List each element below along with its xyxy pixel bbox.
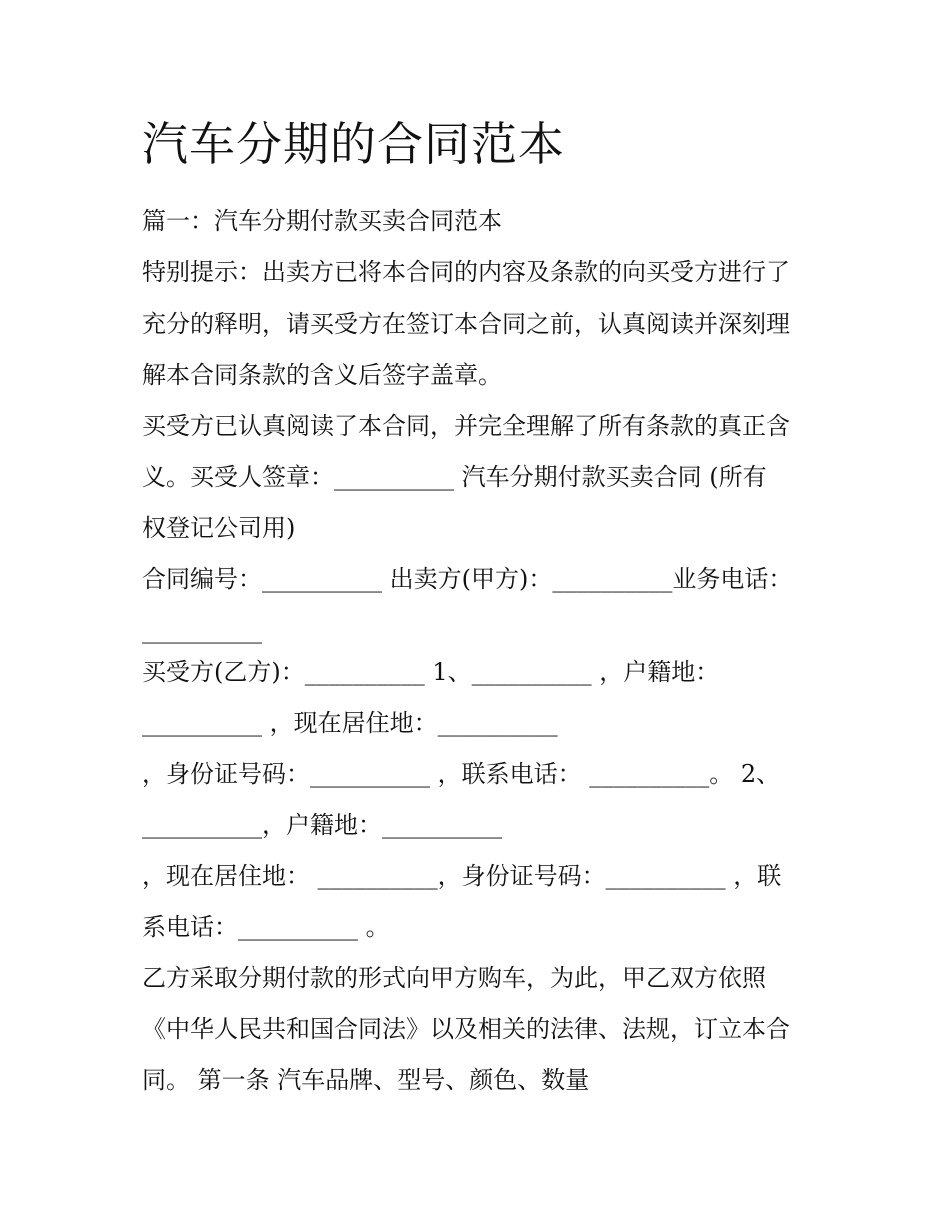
paragraph-line: 解本合同条款的含义后签字盖章。 (142, 361, 502, 389)
paragraph-line: __________，户籍地：__________ (142, 811, 502, 839)
paragraph-line: 权登记公司用) (142, 514, 296, 542)
paragraph-line: 系电话：__________ 。 (142, 913, 390, 941)
paragraph-line: __________ ，现在居住地：__________ (142, 709, 558, 737)
section-heading: 篇一：汽车分期付款买卖合同范本 (142, 207, 502, 235)
paragraph-line: 买受方已认真阅读了本合同，并完全理解了所有条款的真正含 (142, 412, 790, 440)
document-title: 汽车分期的合同范本 (142, 117, 565, 171)
paragraph-line: 同。 第一条 汽车品牌、型号、颜色、数量 (142, 1066, 590, 1094)
paragraph-line: 特别提示：出卖方已将本合同的内容及条款的向买受方进行了 (142, 258, 790, 286)
paragraph-line: 乙方采取分期付款的形式向甲方购车，为此，甲乙双方依照 (142, 964, 766, 992)
paragraph-line: 买受方(乙方)：__________ 1、__________ ，户籍地： (142, 658, 720, 686)
paragraph-line: __________ (142, 616, 262, 644)
paragraph-line: 《中华人民共和国合同法》以及相关的法律、法规，订立本合 (142, 1015, 790, 1043)
paragraph-line: ，现在居住地： __________，身份证号码：__________ ，联 (142, 862, 782, 890)
paragraph-line: 合同编号：__________ 出卖方(甲方)：__________业务电话： (142, 565, 793, 593)
paragraph-line: 充分的释明，请买受方在签订本合同之前，认真阅读并深刻理 (142, 310, 790, 338)
paragraph-line: ，身份证号码：__________ ，联系电话： __________。 2、 (142, 760, 781, 788)
paragraph-line: 义。买受人签章：__________ 汽车分期付款买卖合同 (所有 (142, 463, 767, 491)
